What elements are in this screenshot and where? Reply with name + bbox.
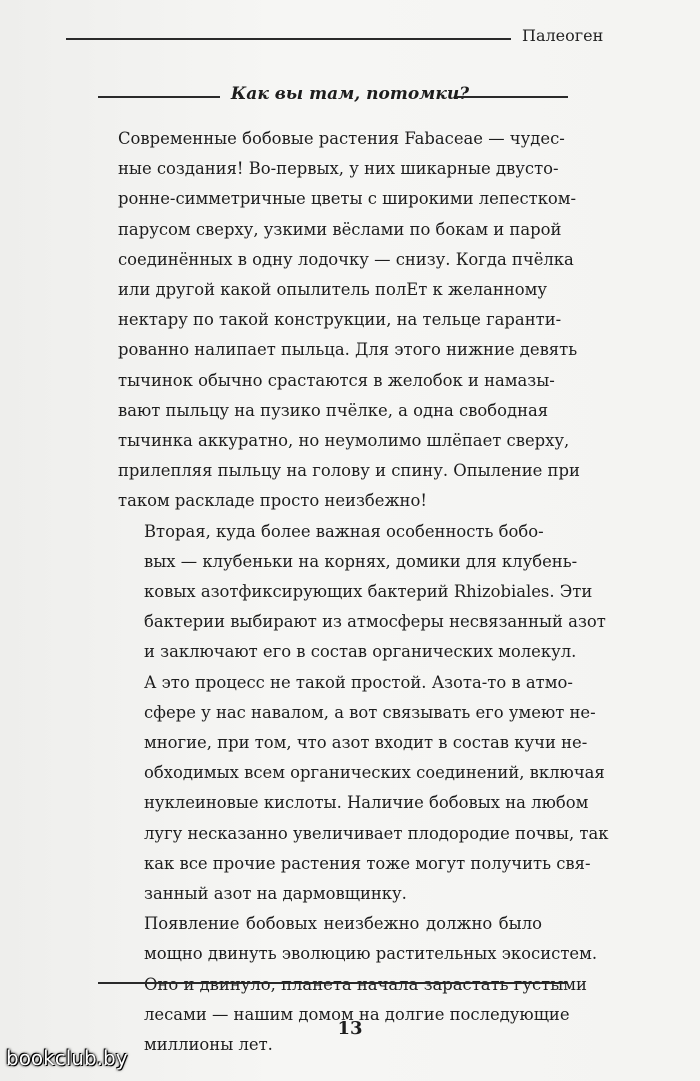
text-line: Появление бобовых неизбежно должно было xyxy=(144,914,542,934)
text-line: ные создания! Во-первых, у них шикарные двусто- xyxy=(118,159,559,179)
text-line: как все прочие растения тоже могут получить свя- xyxy=(144,853,591,873)
watermark: bookclub.by xyxy=(6,1046,128,1070)
sidebar-title xyxy=(0,84,700,104)
text-line: занный азот на дармовщинку. xyxy=(144,884,407,904)
text-line: соединённых в одну лодочку — снизу. Когда пчёлка xyxy=(118,249,574,269)
text-line: лугу несказанно увеличивает плодородие почвы, так xyxy=(144,823,609,843)
text-line: и заключают его в состав органических молекул. xyxy=(144,642,577,662)
text-line: тычинок обычно срастаются в желобок и намазы- xyxy=(118,370,555,390)
header-rule xyxy=(66,38,511,40)
text-line: рованно налипает пыльца. Для этого нижние девять xyxy=(118,340,578,360)
text-line: вают пыльцу на пузико пчёлке, а одна свободная xyxy=(118,400,549,420)
sidebar-body xyxy=(118,124,609,1060)
text-line: сфере у нас навалом, а вот связывать его умеют не- xyxy=(144,702,596,722)
paragraph-2 xyxy=(118,517,609,910)
text-line: А это процесс не такой простой. Азота-то в атмо- xyxy=(144,672,573,692)
title-rule-right xyxy=(456,96,568,98)
text-line: ковых азотфиксирующих бактерий Rhizobiales. Эти xyxy=(144,582,593,602)
paragraph-1 xyxy=(118,124,580,517)
text-line: Оно и двинуло, планета начала зарастать густыми xyxy=(144,974,587,994)
text-line: Современные бобовые растения Fabaceae — чудес- xyxy=(118,129,565,148)
text-line: Вторая, куда более важная особенность бобо- xyxy=(144,521,544,541)
text-line: нектару по такой конструкции, на тельце гаранти- xyxy=(118,310,562,330)
text-line: прилепляя пыльцу на голову и спину. Опыление при xyxy=(118,461,580,481)
text-line: или другой какой опылитель полЕт к желанному xyxy=(118,280,548,300)
page-number: 13 xyxy=(337,1018,363,1039)
running-header: Палеоген xyxy=(522,26,604,45)
text-line: тычинка аккуратно, но неумолимо шлёпает сверху, xyxy=(118,431,570,451)
text-line: обходимых всем органических соединений, включая xyxy=(144,763,605,783)
text-line: парусом сверху, узкими вёслами по бокам и парой xyxy=(118,219,562,239)
text-line: вых — клубеньки на корнях, домики для клубень- xyxy=(144,551,578,571)
footer-rule xyxy=(98,982,568,984)
text-line: многие, при том, что азот входит в состав кучи не- xyxy=(144,733,588,753)
text-line: мощно двинуть эволюцию растительных экосистем. xyxy=(144,944,598,964)
text-line: лесами — нашим домом на долгие последующие xyxy=(144,1004,570,1024)
text-line: миллионы лет. xyxy=(144,1035,273,1055)
text-line: ронне-симметричные цветы с широкими лепестком- xyxy=(118,189,577,209)
text-line: бактерии выбирают из атмосферы несвязанный азот xyxy=(144,612,606,632)
text-line: таком раскладе просто неизбежно! xyxy=(118,491,427,511)
text-line: нуклеиновые кислоты. Наличие бобовых на любом xyxy=(144,793,589,813)
sidebar-title-text: Как вы там, потомки? xyxy=(230,84,470,104)
